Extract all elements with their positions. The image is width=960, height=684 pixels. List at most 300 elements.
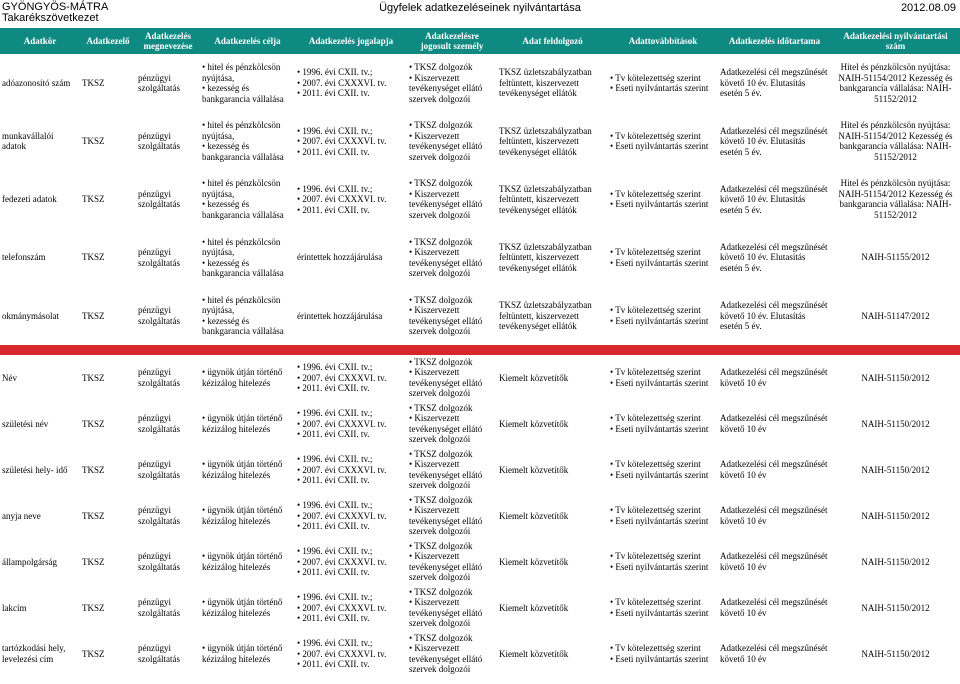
- list-item: • Eseti nyilvántartás szerint: [610, 516, 716, 527]
- idotartam-cell: [718, 355, 831, 401]
- cel-cell: [200, 54, 295, 112]
- list-item: • hitel és pénzkölcsön nyújtása,: [202, 178, 293, 199]
- adatkor-cell: [0, 631, 80, 677]
- nyilv-cell-text: NAIH-51150/2012: [861, 464, 930, 475]
- feldolgozo-cell: [497, 447, 608, 493]
- list-item: • Tv kötelezettség szerint: [610, 505, 716, 516]
- list-item: • Eseti nyilvántartás szerint: [610, 199, 716, 210]
- idotartam-cell: [718, 401, 831, 447]
- jogalap-cell-list: [297, 546, 405, 578]
- kezelo-cell-text: TKSZ: [82, 464, 105, 475]
- megnevezes-cell: [136, 585, 200, 631]
- kezelo-cell: [80, 539, 136, 585]
- cel-cell-list: [202, 62, 293, 104]
- adatkor-cell-text: okmánymásolat: [2, 310, 59, 321]
- kezelo-cell-text: TKSZ: [82, 252, 105, 263]
- table-row: [0, 447, 960, 493]
- jogalap-cell-list: [297, 638, 405, 670]
- jogalap-cell: [295, 54, 407, 112]
- org-name: GYÖNGYÖS-MÁTRA: [2, 1, 109, 13]
- idotartam-cell-text: Adatkezelési cél megszűnését követő 10 év. Elutasítás esetén 5 év.: [720, 125, 828, 157]
- list-item: • kezesség és bankgarancia vállalása: [202, 83, 293, 104]
- idotartam-cell: [718, 229, 831, 287]
- kezelo-cell: [80, 287, 136, 345]
- cel-cell: [200, 229, 295, 287]
- jogosult-cell-list: [409, 541, 495, 583]
- list-item: • 1996. évi CXII. tv.;: [297, 454, 405, 465]
- megnevezes-cell: [136, 539, 200, 585]
- col-header: Adatkezelés célja: [200, 28, 295, 54]
- cel-cell-list: [202, 367, 293, 388]
- tovabbitas-cell-list: [610, 643, 716, 664]
- kezelo-cell-text: TKSZ: [82, 556, 105, 567]
- adatkor-cell: [0, 229, 80, 287]
- adatkor-cell-text: munkavállalói adatok: [2, 130, 54, 152]
- list-item: • Tv kötelezettség szerint: [610, 459, 716, 470]
- feldolgozo-cell-text: Kiemelt közvetítők: [499, 602, 569, 613]
- feldolgozo-cell: [497, 631, 608, 677]
- list-item: • 1996. évi CXII. tv.;: [297, 184, 405, 195]
- tovabbitas-cell-list: [610, 189, 716, 210]
- cel-cell: [200, 539, 295, 585]
- jogalap-cell-list: [297, 592, 405, 624]
- idotartam-cell: [718, 447, 831, 493]
- list-item: • 2007. évi CXXXVI. tv.: [297, 194, 405, 205]
- feldolgozo-cell-text: TKSZ üzletszabályzatban feltüntett, kiszervezett tevékenységet ellátók: [499, 67, 592, 99]
- megnevezes-cell-text: pénzügyi szolgáltatás: [138, 505, 180, 526]
- idotartam-cell: [718, 539, 831, 585]
- tovabbitas-cell-list: [610, 413, 716, 434]
- nyilv-cell-text: Hitel és pénzkölcsön nyújtása: NAIH-51154/2012 Kezesség és bankgarancia vállalása: NAIH-51152/2012: [838, 120, 953, 162]
- list-item: • ügynök útján történő kézizálog hitelezés: [202, 505, 293, 526]
- megnevezes-cell-text: pénzügyi szolgáltatás: [138, 643, 180, 664]
- list-item: • 2011. évi CXII. tv.: [297, 88, 405, 99]
- list-item: • 2007. évi CXXXVI. tv.: [297, 136, 405, 147]
- list-item: • ügynök útján történő kézizálog hitelezés: [202, 551, 293, 572]
- feldolgozo-cell: [497, 539, 608, 585]
- list-item: • Kiszervezett tevékenységet ellátó szervek dolgozói: [409, 643, 495, 675]
- nyilv-cell-text: Hitel és pénzkölcsön nyújtása: NAIH-51154/2012 Kezesség és bankgarancia vállalása: NAIH-51152/2012: [838, 62, 953, 104]
- idotartam-cell-text: Adatkezelési cél megszűnését követő 10 év. Elutasítás esetén 5 év.: [720, 300, 828, 332]
- cel-cell-list: [202, 295, 293, 337]
- list-item: • 1996. évi CXII. tv.;: [297, 67, 405, 78]
- feldolgozo-cell: [497, 585, 608, 631]
- tovabbitas-cell-list: [610, 305, 716, 326]
- kezelo-cell-text: TKSZ: [82, 602, 105, 613]
- tovabbitas-cell: [608, 631, 718, 677]
- tovabbitas-cell-list: [610, 247, 716, 268]
- nyilv-cell: [831, 631, 960, 677]
- jogosult-cell-list: [409, 403, 495, 445]
- adatkor-cell: [0, 493, 80, 539]
- list-item: • 2011. évi CXII. tv.: [297, 659, 405, 670]
- list-item: • Kiszervezett tevékenységet ellátó szervek dolgozói: [409, 131, 495, 163]
- tovabbitas-cell-list: [610, 367, 716, 388]
- tovabbitas-cell: [608, 287, 718, 345]
- adatkor-cell: [0, 447, 80, 493]
- list-item: • kezesség és bankgarancia vállalása: [202, 141, 293, 162]
- tovabbitas-cell-list: [610, 551, 716, 572]
- table-header-row: [0, 28, 960, 54]
- feldolgozo-cell: [497, 229, 608, 287]
- kezelo-cell: [80, 229, 136, 287]
- cel-cell: [200, 493, 295, 539]
- feldolgozo-cell: [497, 287, 608, 345]
- tovabbitas-cell: [608, 170, 718, 228]
- nyilv-cell: [831, 287, 960, 345]
- list-item: • Tv kötelezettség szerint: [610, 413, 716, 424]
- nyilv-cell-text: NAIH-51150/2012: [861, 372, 930, 383]
- jogosult-cell-list: [409, 495, 495, 537]
- cel-cell-list: [202, 178, 293, 220]
- list-item: • Tv kötelezettség szerint: [610, 73, 716, 84]
- megnevezes-cell: [136, 54, 200, 112]
- feldolgozo-cell-text: TKSZ üzletszabályzatban feltüntett, kiszervezett tevékenységet ellátók: [499, 125, 592, 157]
- list-item: • 1996. évi CXII. tv.;: [297, 638, 405, 649]
- list-item: • 2011. évi CXII. tv.: [297, 383, 405, 394]
- idotartam-cell-text: Adatkezelési cél megszűnését követő 10 év: [720, 551, 828, 572]
- jogalap-cell: [295, 493, 407, 539]
- list-item: • Kiszervezett tevékenységet ellátó szervek dolgozói: [409, 247, 495, 279]
- list-item: • 2007. évi CXXXVI. tv.: [297, 603, 405, 614]
- jogalap-cell: [295, 112, 407, 170]
- list-item: • Kiszervezett tevékenységet ellátó szervek dolgozói: [409, 189, 495, 221]
- list-item: • 2007. évi CXXXVI. tv.: [297, 649, 405, 660]
- cel-cell: [200, 585, 295, 631]
- jogosult-cell: [407, 229, 497, 287]
- jogalap-cell-list: [297, 408, 405, 440]
- megnevezes-cell-text: pénzügyi szolgáltatás: [138, 130, 180, 152]
- adatkor-cell: [0, 539, 80, 585]
- tovabbitas-cell: [608, 355, 718, 401]
- cel-cell: [200, 355, 295, 401]
- adatkor-cell: [0, 585, 80, 631]
- megnevezes-cell-text: pénzügyi szolgáltatás: [138, 597, 180, 618]
- list-item: • TKSZ dolgozók: [409, 178, 495, 189]
- nyilv-cell: [831, 170, 960, 228]
- list-item: • Tv kötelezettség szerint: [610, 597, 716, 608]
- feldolgozo-cell: [497, 493, 608, 539]
- table-row: [0, 112, 960, 170]
- adatkor-cell: [0, 170, 80, 228]
- list-item: • Eseti nyilvántartás szerint: [610, 608, 716, 619]
- tovabbitas-cell-list: [610, 73, 716, 94]
- list-item: • 2007. évi CXXXVI. tv.: [297, 78, 405, 89]
- feldolgozo-cell: [497, 355, 608, 401]
- feldolgozo-cell-text: Kiemelt közvetítők: [499, 510, 569, 521]
- list-item: • TKSZ dolgozók: [409, 295, 495, 306]
- tovabbitas-cell: [608, 112, 718, 170]
- cel-cell-list: [202, 643, 293, 664]
- kezelo-cell-text: TKSZ: [82, 372, 105, 383]
- feldolgozo-cell-text: Kiemelt közvetítők: [499, 464, 569, 475]
- jogosult-cell-list: [409, 449, 495, 491]
- adatkor-cell: [0, 355, 80, 401]
- col-header: Adat feldolgozó: [497, 28, 608, 54]
- megnevezes-cell-text: pénzügyi szolgáltatás: [138, 247, 180, 268]
- jogalap-cell: [295, 229, 407, 287]
- list-item: • 1996. évi CXII. tv.;: [297, 546, 405, 557]
- idotartam-cell-text: Adatkezelési cél megszűnését követő 10 év: [720, 459, 828, 480]
- list-item: • 2007. évi CXXXVI. tv.: [297, 373, 405, 384]
- list-item: • 1996. évi CXII. tv.;: [297, 592, 405, 603]
- adatkor-cell: [0, 287, 80, 345]
- col-header: Adatkezelés időtartama: [718, 28, 831, 54]
- col-header: Adatkezelés jogalapja: [295, 28, 407, 54]
- list-item: • Tv kötelezettség szerint: [610, 305, 716, 316]
- megnevezes-cell: [136, 112, 200, 170]
- table-row: [0, 170, 960, 228]
- list-item: • kezesség és bankgarancia vállalása: [202, 199, 293, 220]
- feldolgozo-cell: [497, 54, 608, 112]
- jogalap-cell: [295, 401, 407, 447]
- jogalap-cell: [295, 631, 407, 677]
- cel-cell: [200, 112, 295, 170]
- table-row: [0, 493, 960, 539]
- jogalap-cell: [295, 287, 407, 345]
- idotartam-cell-text: Adatkezelési cél megszűnését követő 10 év. Elutasítás esetén 5 év.: [720, 241, 828, 273]
- kezelo-cell: [80, 401, 136, 447]
- adatkor-cell-text: állampolgárság: [2, 556, 57, 567]
- nyilv-cell-text: NAIH-51150/2012: [861, 556, 930, 567]
- tovabbitas-cell: [608, 229, 718, 287]
- list-item: • TKSZ dolgozók: [409, 587, 495, 598]
- tovabbitas-cell-list: [610, 597, 716, 618]
- list-item: • ügynök útján történő kézizálog hitelezés: [202, 459, 293, 480]
- jogosult-cell: [407, 447, 497, 493]
- cel-cell-list: [202, 413, 293, 434]
- megnevezes-cell-text: pénzügyi szolgáltatás: [138, 72, 180, 94]
- kezelo-cell: [80, 54, 136, 112]
- document-date: 2012.08.09: [900, 2, 956, 14]
- cel-cell-list: [202, 120, 293, 162]
- megnevezes-cell-text: pénzügyi szolgáltatás: [138, 367, 180, 388]
- list-item: • TKSZ dolgozók: [409, 495, 495, 506]
- list-item: • Tv kötelezettség szerint: [610, 131, 716, 142]
- feldolgozo-cell: [497, 112, 608, 170]
- jogosult-cell-list: [409, 120, 495, 162]
- nyilv-cell-text: NAIH-51150/2012: [861, 510, 930, 521]
- list-item: • 2007. évi CXXXVI. tv.: [297, 465, 405, 476]
- list-item: • Eseti nyilvántartás szerint: [610, 83, 716, 94]
- megnevezes-cell: [136, 170, 200, 228]
- register-table: [0, 28, 960, 677]
- nyilv-cell: [831, 493, 960, 539]
- feldolgozo-cell: [497, 401, 608, 447]
- feldolgozo-cell-text: Kiemelt közvetítők: [499, 556, 569, 567]
- list-item: • 1996. évi CXII. tv.;: [297, 126, 405, 137]
- jogosult-cell-list: [409, 357, 495, 399]
- adatkor-cell-text: lakcím: [2, 602, 27, 613]
- megnevezes-cell: [136, 493, 200, 539]
- nyilv-cell: [831, 447, 960, 493]
- idotartam-cell: [718, 631, 831, 677]
- adatkor-cell-text: születési név: [2, 418, 49, 429]
- list-item: • Eseti nyilvántartás szerint: [610, 141, 716, 152]
- list-item: • Kiszervezett tevékenységet ellátó szervek dolgozói: [409, 505, 495, 537]
- table-row: [0, 585, 960, 631]
- list-item: • Eseti nyilvántartás szerint: [610, 654, 716, 665]
- idotartam-cell-text: Adatkezelési cél megszűnését követő 10 év: [720, 367, 828, 388]
- adatkor-cell: [0, 112, 80, 170]
- feldolgozo-cell-text: TKSZ üzletszabályzatban feltüntett, kiszervezett tevékenységet ellátók: [499, 300, 592, 332]
- list-item: • Eseti nyilvántartás szerint: [610, 316, 716, 327]
- list-item: • 1996. évi CXII. tv.;: [297, 408, 405, 419]
- kezelo-cell: [80, 447, 136, 493]
- nyilv-cell: [831, 229, 960, 287]
- megnevezes-cell-text: pénzügyi szolgáltatás: [138, 188, 180, 210]
- jogalap-cell: [295, 170, 407, 228]
- megnevezes-cell: [136, 447, 200, 493]
- table-row: [0, 355, 960, 401]
- kezelo-cell: [80, 112, 136, 170]
- list-item: • Eseti nyilvántartás szerint: [610, 378, 716, 389]
- feldolgozo-cell-text: Kiemelt közvetítők: [499, 372, 569, 383]
- cel-cell: [200, 401, 295, 447]
- list-item: • Kiszervezett tevékenységet ellátó szervek dolgozói: [409, 597, 495, 629]
- list-item: • Kiszervezett tevékenységet ellátó szervek dolgozói: [409, 367, 495, 399]
- list-item: • Kiszervezett tevékenységet ellátó szervek dolgozói: [409, 551, 495, 583]
- jogalap-cell: [295, 539, 407, 585]
- col-header: Adatkör: [0, 28, 80, 54]
- list-item: • Eseti nyilvántartás szerint: [610, 424, 716, 435]
- list-item: • hitel és pénzkölcsön nyújtása,: [202, 120, 293, 141]
- kezelo-cell-text: TKSZ: [82, 418, 105, 429]
- list-item: • TKSZ dolgozók: [409, 120, 495, 131]
- jogosult-cell: [407, 355, 497, 401]
- kezelo-cell: [80, 170, 136, 228]
- megnevezes-cell-text: pénzügyi szolgáltatás: [138, 305, 180, 326]
- jogosult-cell-list: [409, 237, 495, 279]
- adatkor-cell: [0, 54, 80, 112]
- jogalap-cell-list: [297, 126, 405, 158]
- nyilv-cell-text: NAIH-51150/2012: [861, 602, 930, 613]
- kezelo-cell-text: TKSZ: [82, 310, 105, 321]
- list-item: • Kiszervezett tevékenységet ellátó szervek dolgozói: [409, 73, 495, 105]
- tovabbitas-cell: [608, 401, 718, 447]
- jogosult-cell-list: [409, 633, 495, 675]
- tovabbitas-cell: [608, 585, 718, 631]
- list-item: • hitel és pénzkölcsön nyújtása,: [202, 237, 293, 258]
- list-item: • Eseti nyilvántartás szerint: [610, 258, 716, 269]
- adatkor-cell: [0, 401, 80, 447]
- adatkor-cell-text: adóazonosító szám: [2, 77, 71, 88]
- list-item: • Tv kötelezettség szerint: [610, 367, 716, 378]
- jogalap-cell-text: érintettek hozzájárulása: [297, 252, 383, 263]
- jogosult-cell: [407, 54, 497, 112]
- list-item: • kezesség és bankgarancia vállalása: [202, 316, 293, 337]
- nyilv-cell: [831, 539, 960, 585]
- megnevezes-cell: [136, 355, 200, 401]
- list-item: • 2011. évi CXII. tv.: [297, 205, 405, 216]
- list-item: • ügynök útján történő kézizálog hitelezés: [202, 643, 293, 664]
- idotartam-cell-text: Adatkezelési cél megszűnését követő 10 év: [720, 643, 828, 664]
- jogosult-cell-list: [409, 295, 495, 337]
- nyilv-cell-text: NAIH-51150/2012: [861, 648, 930, 659]
- jogosult-cell: [407, 401, 497, 447]
- cel-cell: [200, 170, 295, 228]
- list-item: • Tv kötelezettség szerint: [610, 189, 716, 200]
- list-item: • TKSZ dolgozók: [409, 449, 495, 460]
- adatkor-cell-text: születési hely- idő: [2, 464, 68, 475]
- idotartam-cell-text: Adatkezelési cél megszűnését követő 10 év. Elutasítás esetén 5 év.: [720, 183, 828, 215]
- megnevezes-cell-text: pénzügyi szolgáltatás: [138, 459, 180, 480]
- idotartam-cell-text: Adatkezelési cél megszűnését követő 10 év: [720, 413, 828, 434]
- nyilv-cell: [831, 54, 960, 112]
- col-header: Adatkezelési nyilvántartási szám: [831, 28, 960, 54]
- cel-cell: [200, 287, 295, 345]
- kezelo-cell-text: TKSZ: [82, 77, 105, 88]
- nyilv-cell-text: NAIH-51155/2012: [861, 252, 930, 263]
- cel-cell-list: [202, 551, 293, 572]
- idotartam-cell: [718, 170, 831, 228]
- list-item: • ügynök útján történő kézizálog hitelezés: [202, 597, 293, 618]
- adatkor-cell-text: fedezeti adatok: [2, 194, 57, 205]
- col-header: Adatkezelő: [80, 28, 136, 54]
- list-item: • Tv kötelezettség szerint: [610, 551, 716, 562]
- jogosult-cell: [407, 170, 497, 228]
- nyilv-cell-text: Hitel és pénzkölcsön nyújtása: NAIH-51154/2012 Kezesség és bankgarancia vállalása: NAIH-51152/2012: [838, 178, 953, 220]
- list-item: • Eseti nyilvántartás szerint: [610, 562, 716, 573]
- jogosult-cell: [407, 112, 497, 170]
- cel-cell: [200, 631, 295, 677]
- page-header: [0, 0, 960, 28]
- nyilv-cell: [831, 112, 960, 170]
- feldolgozo-cell-text: TKSZ üzletszabályzatban feltüntett, kiszervezett tevékenységet ellátók: [499, 241, 592, 273]
- list-item: • 2007. évi CXXXVI. tv.: [297, 419, 405, 430]
- section-divider-cell: [0, 345, 960, 355]
- jogalap-cell-list: [297, 67, 405, 99]
- table-row: [0, 229, 960, 287]
- adatkor-cell-text: telefonszám: [2, 252, 46, 263]
- kezelo-cell: [80, 585, 136, 631]
- jogosult-cell-list: [409, 62, 495, 104]
- megnevezes-cell: [136, 631, 200, 677]
- idotartam-cell: [718, 287, 831, 345]
- col-header: Adatkezelésre jogosult személy: [407, 28, 497, 54]
- megnevezes-cell: [136, 287, 200, 345]
- nyilv-cell-text: NAIH-51150/2012: [861, 418, 930, 429]
- jogalap-cell-text: érintettek hozzájárulása: [297, 310, 383, 321]
- table-row: [0, 631, 960, 677]
- jogalap-cell-list: [297, 500, 405, 532]
- nyilv-cell: [831, 585, 960, 631]
- jogosult-cell: [407, 539, 497, 585]
- idotartam-cell-text: Adatkezelési cél megszűnését követő 10 év: [720, 597, 828, 618]
- list-item: • 1996. évi CXII. tv.;: [297, 500, 405, 511]
- nyilv-cell-text: NAIH-51147/2012: [861, 310, 930, 321]
- list-item: • 2011. évi CXII. tv.: [297, 613, 405, 624]
- list-item: • kezesség és bankgarancia vállalása: [202, 258, 293, 279]
- feldolgozo-cell-text: Kiemelt közvetítők: [499, 648, 569, 659]
- kezelo-cell: [80, 355, 136, 401]
- jogosult-cell: [407, 287, 497, 345]
- jogalap-cell: [295, 447, 407, 493]
- kezelo-cell-text: TKSZ: [82, 510, 105, 521]
- nyilv-cell: [831, 401, 960, 447]
- document-title: Ügyfelek adatkezeléseinek nyilvántartása: [379, 2, 581, 14]
- jogalap-cell-list: [297, 362, 405, 394]
- list-item: • TKSZ dolgozók: [409, 237, 495, 248]
- list-item: • Kiszervezett tevékenységet ellátó szervek dolgozói: [409, 413, 495, 445]
- cel-cell-list: [202, 237, 293, 279]
- tovabbitas-cell: [608, 493, 718, 539]
- feldolgozo-cell-text: Kiemelt közvetítők: [499, 418, 569, 429]
- col-header: Adattovábbítások: [608, 28, 718, 54]
- jogosult-cell: [407, 585, 497, 631]
- jogalap-cell-list: [297, 184, 405, 216]
- list-item: • hitel és pénzkölcsön nyújtása,: [202, 62, 293, 83]
